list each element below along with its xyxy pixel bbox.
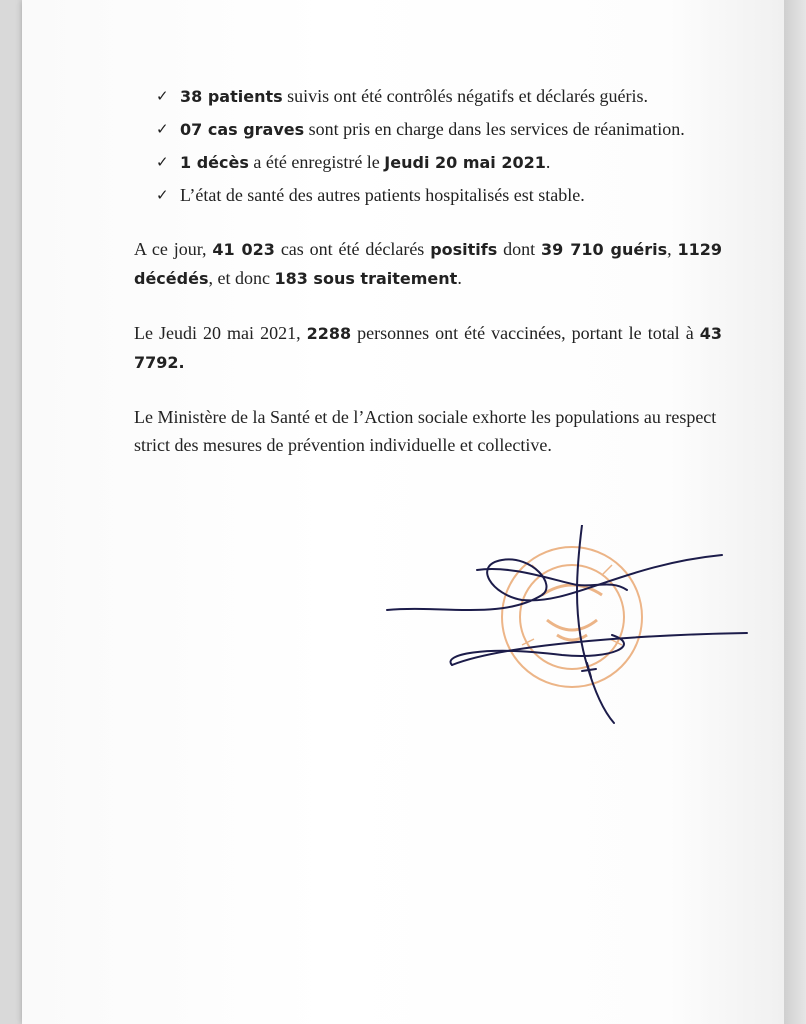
date: Jeudi 20 mai 2021 <box>384 153 546 172</box>
document-body <box>134 82 722 459</box>
handwritten-signature <box>387 525 747 723</box>
recovered-count: 38 patients <box>180 87 283 106</box>
closing-paragraph: Le Ministère de la Santé et de l’Action sociale exhorte les populations au respect strict des mesures de prévention individuelle et collective. <box>134 407 717 455</box>
scan-edge <box>784 0 806 1024</box>
checkmark-icon: ✓ <box>156 186 169 204</box>
under-treatment: 183 sous traitement <box>274 269 458 288</box>
list-text: sont pris en charge dans les services de réanimation. <box>304 119 685 139</box>
text: A ce jour, <box>134 239 213 259</box>
document-page <box>22 0 784 1024</box>
death-count: 1 décès <box>180 153 249 172</box>
signature-stamp <box>382 525 762 725</box>
summary-paragraph <box>134 235 722 293</box>
list-item <box>134 181 722 209</box>
text: , et donc <box>208 268 275 288</box>
list-item <box>134 82 722 111</box>
text: , <box>667 239 678 259</box>
vaccinated-count: 2288 <box>306 324 352 343</box>
checkmark-icon: ✓ <box>156 153 169 171</box>
text: . <box>457 268 462 288</box>
text: dont <box>497 239 541 259</box>
list-text: suivis ont été contrôlés négatifs et déclarés guéris. <box>282 86 649 106</box>
text: personnes ont été vaccinées, portant le total à <box>351 323 700 343</box>
list-item <box>134 148 722 177</box>
total-deaths: 1129 décédés <box>134 240 723 288</box>
list-text: a été enregistré le <box>248 152 385 172</box>
list-text: . <box>545 152 551 172</box>
vaccination-paragraph <box>134 319 722 377</box>
official-stamp <box>502 547 642 687</box>
total-cases: 41 023 <box>212 240 275 259</box>
list-item <box>134 115 722 144</box>
text: Le Jeudi 20 mai 2021, <box>134 323 307 343</box>
status-list <box>134 82 722 209</box>
list-text: L’état de santé des autres patients hospitalisés est stable. <box>180 185 585 205</box>
checkmark-icon: ✓ <box>156 87 169 105</box>
positive-label: positifs <box>430 240 498 259</box>
total-recovered: 39 710 guéris <box>541 240 668 259</box>
severe-count: 07 cas graves <box>180 120 305 139</box>
vaccinated-total: 43 7792. <box>134 324 722 372</box>
text: cas ont été déclarés <box>274 239 431 259</box>
checkmark-icon: ✓ <box>156 120 169 138</box>
